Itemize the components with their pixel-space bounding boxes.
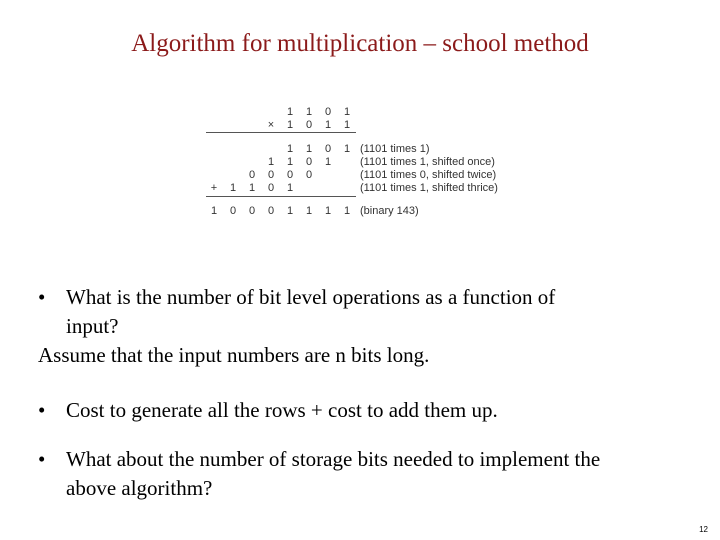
digit: 1: [286, 182, 294, 194]
digit: 1: [286, 205, 294, 217]
digit: 1: [305, 143, 313, 155]
digit: 1: [286, 119, 294, 131]
digit: 1: [324, 119, 332, 131]
digit: 1: [248, 182, 256, 194]
digit: 1: [286, 156, 294, 168]
multiplicand-row: [200, 106, 520, 119]
bullet-dot: •: [38, 285, 46, 309]
partial-product-row: [200, 182, 520, 195]
digit: 1: [286, 106, 294, 118]
row-note: (1101 times 0, shifted twice): [360, 169, 497, 181]
digit: 1: [305, 205, 313, 217]
digit: 0: [305, 156, 313, 168]
digit: 0: [267, 169, 275, 181]
top-divider: [206, 132, 356, 133]
digit: 1: [343, 119, 351, 131]
multiplier-row: [200, 119, 520, 132]
digit: 0: [324, 143, 332, 155]
digit: 1: [343, 106, 351, 118]
result-note: (binary 143): [360, 205, 419, 217]
bullet-text-line: input?: [66, 314, 119, 338]
digit: 1: [267, 156, 275, 168]
digit: 0: [267, 205, 275, 217]
digit: 0: [267, 182, 275, 194]
page-number: 12: [699, 525, 708, 534]
digit: 1: [324, 205, 332, 217]
digit: 1: [210, 205, 218, 217]
bullet-note: Assume that the input numbers are n bits long.: [38, 343, 430, 367]
bullet-text-line: What about the number of storage bits needed to implement the: [66, 447, 601, 471]
digit: 1: [286, 143, 294, 155]
multiplication-figure: [200, 100, 520, 225]
digit: 0: [305, 169, 313, 181]
digit: 0: [286, 169, 294, 181]
bullet-item: [38, 283, 698, 341]
partial-product-row: [200, 143, 520, 156]
row-note: (1101 times 1): [360, 143, 430, 155]
bullet-item: [38, 445, 698, 503]
digit: 1: [324, 156, 332, 168]
digit: 0: [248, 205, 256, 217]
digit: 1: [305, 106, 313, 118]
result-row: [200, 205, 520, 218]
digit: 0: [324, 106, 332, 118]
digit: 1: [229, 182, 237, 194]
digit: 1: [343, 205, 351, 217]
digit: 0: [305, 119, 313, 131]
plus-symbol: +: [210, 182, 218, 194]
bullet-item: [38, 396, 698, 425]
bullet-text-line: above algorithm?: [66, 476, 213, 500]
digit: 0: [229, 205, 237, 217]
bullet-dot: •: [38, 398, 46, 422]
partial-product-row: [200, 156, 520, 169]
slide-title: Algorithm for multiplication – school method: [131, 30, 589, 57]
sum-divider: [206, 196, 356, 197]
bullet-text-line: What is the number of bit level operations as a function of: [66, 285, 556, 309]
times-symbol: ×: [267, 119, 275, 131]
partial-product-row: [200, 169, 520, 182]
digit: 0: [248, 169, 256, 181]
row-note: (1101 times 1, shifted thrice): [360, 182, 498, 194]
bullet-dot: •: [38, 447, 46, 471]
bullet-list: [38, 283, 698, 503]
row-note: (1101 times 1, shifted once): [360, 156, 495, 168]
bullet-text-line: Cost to generate all the rows + cost to add them up.: [66, 398, 498, 422]
digit: 1: [343, 143, 351, 155]
